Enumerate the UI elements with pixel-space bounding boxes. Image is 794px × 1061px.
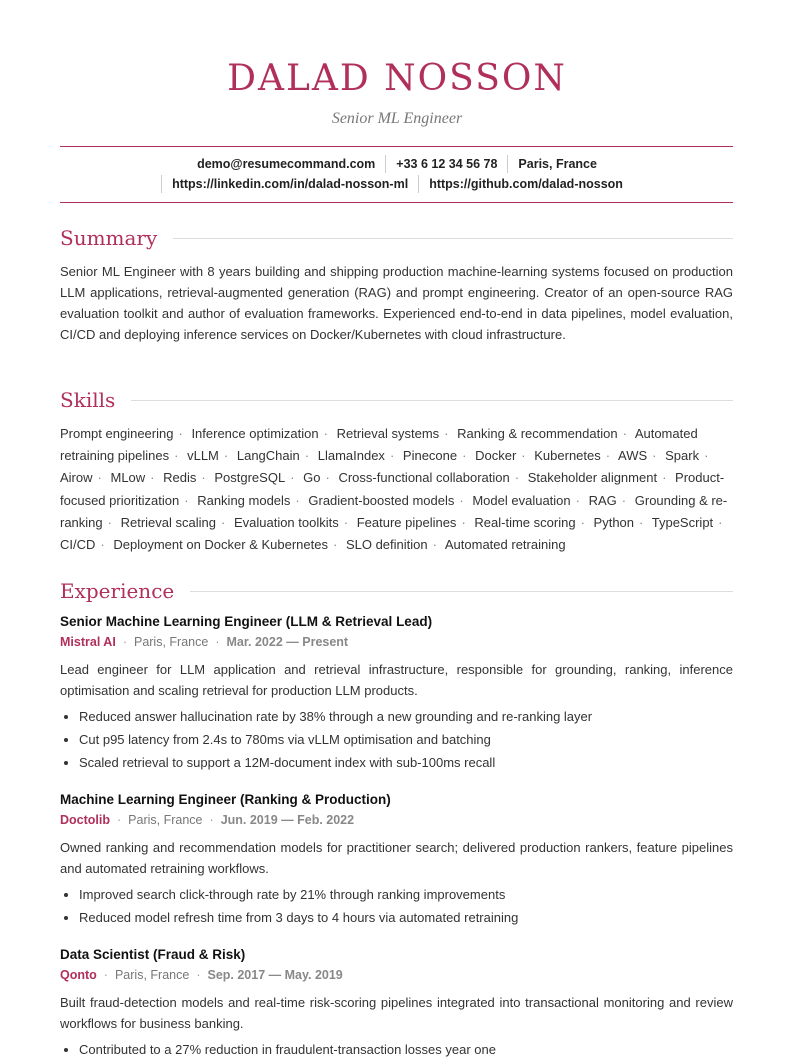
- skill-separator: ·: [223, 448, 229, 464]
- job-bullet: • Contributed to a 27% reduction in fraudulent-transaction losses year one: [79, 1038, 752, 1061]
- job-company: Mistral AI: [60, 635, 116, 649]
- skill-item: AWS: [618, 448, 648, 464]
- skills-list: [60, 423, 733, 556]
- skill-separator: ·: [201, 470, 206, 486]
- skill-item: Stakeholder alignment: [527, 470, 658, 486]
- job-title: Senior Machine Learning Engineer (LLM & Retrieval Lead): [60, 614, 433, 629]
- skill-separator: ·: [704, 448, 709, 464]
- skill-separator: ·: [461, 514, 466, 530]
- job-title: Machine Learning Engineer (Ranking & Production): [60, 792, 391, 807]
- skill-separator: ·: [389, 448, 395, 464]
- skill-separator: ·: [580, 514, 585, 530]
- skill-separator: ·: [304, 448, 310, 464]
- skill-separator: ·: [343, 514, 349, 530]
- job-dates: Jun. 2019 — Feb. 2022: [220, 813, 355, 827]
- skill-item: Python: [593, 514, 635, 530]
- header-divider-bottom: [60, 202, 733, 203]
- skill-separator: ·: [332, 537, 338, 553]
- skill-item: vLLM: [187, 448, 219, 464]
- contact-row-1: [0, 155, 794, 173]
- header-divider-top: [60, 146, 733, 147]
- skill-item: Real-time scoring: [474, 514, 576, 530]
- summary-heading-rule: [173, 238, 733, 239]
- skill-separator: ·: [521, 448, 526, 464]
- skill-item: Redis: [163, 470, 197, 486]
- skill-item: SLO definition: [345, 537, 428, 553]
- experience-heading: [60, 577, 733, 605]
- skill-item: Retrieval scaling: [120, 514, 216, 530]
- job-meta: Mistral AI · Paris, France · Mar. 2022 — Present: [60, 635, 349, 649]
- job-description: Owned ranking and recommendation models for practitioner search; delivered production rankers, feature pipelines and automated retraining workflows.: [60, 840, 733, 876]
- skill-item: Grounding & re-ranking: [60, 492, 728, 530]
- skill-item: Retrieval systems: [336, 426, 440, 441]
- skill-separator: ·: [184, 492, 189, 508]
- skill-separator: ·: [621, 492, 627, 508]
- skill-item: Docker: [475, 448, 517, 464]
- email-link[interactable]: demo@resumecommand.com: [197, 157, 376, 171]
- skill-item: Automated retraining pipelines: [60, 426, 698, 464]
- skill-item: Feature pipelines: [356, 514, 457, 530]
- skill-separator: ·: [174, 448, 179, 464]
- skill-item: Go: [303, 470, 321, 486]
- skill-separator: ·: [459, 492, 464, 508]
- skill-item: Deployment on Docker & Kubernetes: [113, 537, 328, 553]
- skill-separator: ·: [325, 470, 330, 486]
- skill-item: Airow: [60, 470, 93, 486]
- skill-item: Ranking & recommendation: [457, 426, 618, 441]
- skill-separator: ·: [462, 448, 467, 464]
- skill-separator: ·: [622, 426, 627, 441]
- skill-item: Cross-functional collaboration: [338, 470, 510, 486]
- summary-heading: [60, 224, 733, 252]
- skills-heading-text: Skills: [60, 388, 116, 412]
- skill-item: Automated retraining: [444, 537, 566, 553]
- skill-separator: ·: [605, 448, 611, 464]
- skill-separator: ·: [514, 470, 520, 486]
- skill-separator: ·: [662, 470, 667, 486]
- job-location: Paris, France: [133, 635, 209, 649]
- skill-item: Model evaluation: [472, 492, 571, 508]
- skill-separator: ·: [295, 492, 300, 508]
- candidate-name: DALAD NOSSON: [227, 58, 567, 99]
- github-link[interactable]: https://github.com/dalad-nosson: [418, 175, 633, 193]
- skill-item: Gradient-boosted models: [308, 492, 455, 508]
- job-bullets: [60, 883, 752, 929]
- job-bullet: • Scaled retrieval to support a 12M-document index with sub-100ms recall: [79, 751, 752, 774]
- skill-separator: ·: [290, 470, 295, 486]
- job-bullet: • Reduced model refresh time from 3 days to 4 hours via automated retraining: [79, 906, 752, 929]
- job-meta: Doctolib · Paris, France · Jun. 2019 — Feb. 2022: [60, 813, 355, 827]
- skill-item: Pinecone: [402, 448, 458, 464]
- skill-item: MLow: [110, 470, 146, 486]
- skill-separator: ·: [220, 514, 226, 530]
- job-bullet: • Reduced answer hallucination rate by 38% through a new grounding and re-ranking layer: [79, 705, 752, 728]
- skill-item: Inference optimization: [191, 426, 319, 441]
- job-bullet: • Cut p95 latency from 2.4s to 780ms via vLLM optimisation and batching: [79, 728, 752, 751]
- job-bullets: [60, 1038, 752, 1061]
- job-location: Paris, France: [114, 968, 190, 982]
- skill-separator: ·: [100, 537, 105, 553]
- job-title: Data Scientist (Fraud & Risk): [60, 947, 246, 962]
- experience-heading-rule: [190, 591, 733, 592]
- skill-separator: ·: [432, 537, 437, 553]
- skill-separator: ·: [107, 514, 112, 530]
- skills-heading-rule: [131, 400, 733, 401]
- job-bullets: [60, 705, 752, 774]
- skill-item: LangChain: [236, 448, 300, 464]
- job-meta: Qonto · Paris, France · Sep. 2017 — May. 2019: [60, 968, 343, 982]
- phone-text[interactable]: +33 6 12 34 56 78: [385, 155, 507, 173]
- job-dates: Mar. 2022 — Present: [226, 635, 349, 649]
- skills-heading: [60, 386, 733, 414]
- job-dates: Sep. 2017 — May. 2019: [207, 968, 343, 982]
- skill-item: Evaluation toolkits: [233, 514, 339, 530]
- skill-item: TypeScript: [651, 514, 714, 530]
- skill-item: PostgreSQL: [214, 470, 286, 486]
- skill-item: Ranking models: [197, 492, 291, 508]
- skill-item: CI/CD: [60, 537, 96, 553]
- skill-separator: ·: [178, 426, 183, 441]
- linkedin-link[interactable]: https://linkedin.com/in/dalad-nosson-ml: [161, 175, 418, 193]
- skill-separator: ·: [323, 426, 328, 441]
- skill-separator: ·: [639, 514, 644, 530]
- skill-item: RAG: [588, 492, 617, 508]
- skill-separator: ·: [718, 514, 723, 530]
- skill-item: Kubernetes: [534, 448, 601, 464]
- summary-heading-text: Summary: [60, 226, 158, 250]
- job-description: Lead engineer for LLM application and retrieval infrastructure, responsible for grounding, ranking, inference optimisation and scaling retrieval for production LLM products.: [60, 662, 733, 698]
- skill-separator: ·: [97, 470, 102, 486]
- skill-item: Prompt engineering: [60, 426, 174, 441]
- contact-row-2: [0, 175, 794, 193]
- summary-text: Senior ML Engineer with 8 years building and shipping production machine-learning systems focused on production LLM applications, retrieval-augmented generation (RAG) and prompt engineering. Creator of an open-source RAG evaluation toolkit and author of evaluation frameworks. Experienced end-to-end in data pipelines, model evaluation, CI/CD and deploying inference services on Docker/Kubernetes with cloud infrastructure.: [60, 264, 733, 342]
- job-company: Doctolib: [60, 813, 110, 827]
- location-text: Paris, France: [507, 155, 607, 173]
- job-company: Qonto: [60, 968, 97, 982]
- skill-separator: ·: [652, 448, 657, 464]
- skill-separator: ·: [444, 426, 449, 441]
- skill-separator: ·: [150, 470, 155, 486]
- skill-item: LlamaIndex: [317, 448, 385, 464]
- job-description: Built fraud-detection models and real-time risk-scoring pipelines integrated into transactional monitoring and review workflows for business banking.: [60, 995, 733, 1031]
- skill-separator: ·: [575, 492, 580, 508]
- job-bullet: • Improved search click-through rate by 21% through ranking improvements: [79, 883, 752, 906]
- experience-heading-text: Experience: [60, 579, 175, 603]
- job-location: Paris, France: [128, 813, 203, 827]
- candidate-role: Senior ML Engineer: [331, 110, 463, 127]
- skill-item: Product-focused prioritization: [60, 470, 725, 508]
- skill-item: Spark: [665, 448, 700, 464]
